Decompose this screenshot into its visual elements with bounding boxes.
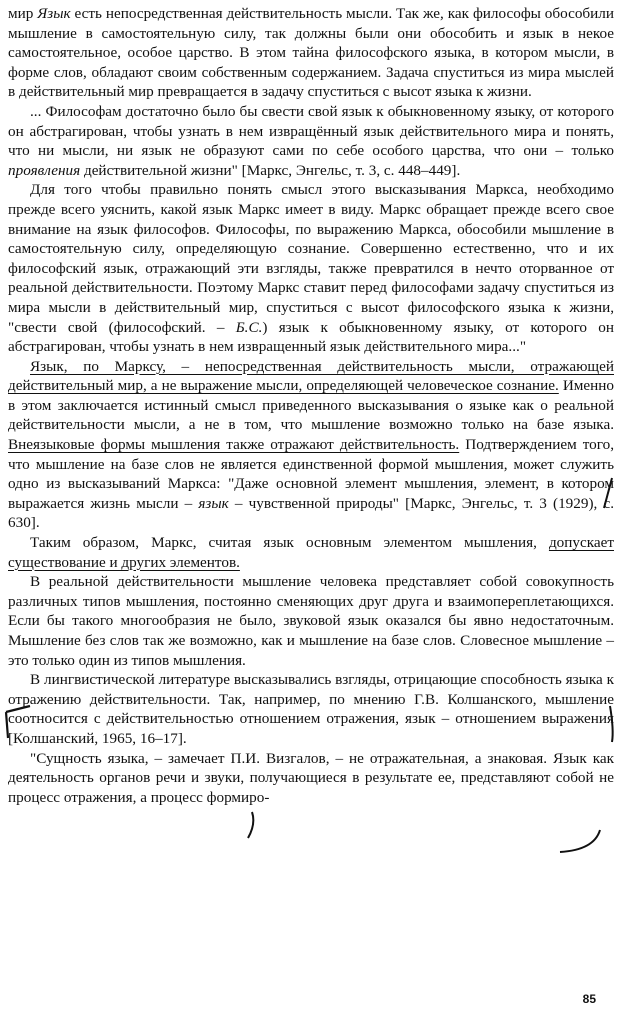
pen-bracket-mark — [248, 812, 253, 838]
paragraph: мир Язык есть непосредственная действительность мысли. Так же, как философы обособили мышление в самостоятельную силу, так должны были они обособить и язык в некое самостоятельное, особое царство. В этом тайна философского языка, в котором мысли, в форме слов, обладают своим собственным содержанием. Задача спуститься из мира мыслей в действительный мир превращается в задачу спуститься с высот языка к жизни. — [8, 5, 614, 101]
page-number: 85 — [582, 992, 596, 1006]
paragraph: "Сущность языка, – замечает П.И. Визгалов, – не отражательная, а знаковая. Язык как деятельность органов речи и звуки, получающиеся в результате ее, представляют собой не процесс отражения, а процесс формиро- — [8, 749, 614, 806]
underlined-passage: Язык, по Марксу, – непосредственная действительность мысли, отражающей действительный мир, а не выражение мысли, определяющей человеческое сознание. — [8, 357, 614, 395]
body-text — [8, 4, 614, 807]
paragraph-underlined: Язык, по Марксу, – непосредственная действительность мысли, отражающей действительный мир, а не выражение мысли, определяющей человеческое сознание. Именно в этом заключается истинный смысл приведенного высказывания о языке как о реальной действительности мысли, а не в том, что мышление возможно только на базе языка. Внеязыковые формы мышления также отражают действительность. Подтверждением того, что мышление на базе слов не является единственной формой мышления, может служить одно из высказываний Маркса: "Даже основной элемент мышления, элемент, в котором выражается жизнь мысли – язык – чувственной природы" [Маркс, Энгельс, т. 3 (1929), с. 630]. — [8, 357, 614, 532]
paragraph: Для того чтобы правильно понять смысл этого высказывания Маркса, необходимо прежде всего уяснить, какой язык Маркс имеет в виду. Маркс обращает прежде всего свое внимание на язык философов. Философы, по выражению Маркса, обособили мышление в самостоятельную силу, определяющую сознание. Совершенно естественно, что и их философский язык, отражающий эти взгляды, также превратился в нечто оторванное от реальной действительности. Поэтому Маркс ставит перед философами задачу спуститься из мира мысли в действительный мир, спуститься с высот философского языка к жизни, "свести свой (философский. – Б.С.) язык к обыкновенному языку, от которого он абстрагирован, чтобы узнать в нем извращенный язык действительного мира..." — [8, 181, 614, 356]
paragraph-bracketed: В реальной действительности мышление человека представляет собой совокупность различных типов мышления, постоянно сменяющих друг друга и взаимопереплетающихся. Если бы такого многообразия не было, звуковой язык оказался бы явно недостаточным. Мышление без слов так же возможно, как и мышление на базе слов. Словесное мышление – это только один из типов мышления. — [8, 573, 614, 669]
underlined-passage: Внеязыковые формы мышления также отражают действительность. — [8, 436, 460, 454]
underlined-passage: допускает существование и других элементов. — [8, 534, 614, 571]
pen-bracket-mark — [560, 830, 600, 852]
paragraph: Таким образом, Маркс, считая язык основным элементом мышления, допускает существование и других элементов. — [8, 534, 614, 571]
paragraph: ... Философам достаточно было бы свести свой язык к обыкновенному языку, от которого он абстрагирован, чтобы узнать в нем извращённый язык действительного мира и понять, что ни мысли, ни язык не образуют сами по себе особого царства, что они – только проявления действительной жизни" [Маркс, Энгельс, т. 3, с. 448–449]. — [8, 102, 614, 179]
paragraph: В лингвистической литературе высказывались взгляды, отрицающие способность языка к отражению действительности. Так, например, по мнению Г.В. Колшанского, мышление соотносится с действительностью отношением отражения, язык – отношением выражения [Колшанский, 1965, 16–17]. — [8, 671, 614, 747]
